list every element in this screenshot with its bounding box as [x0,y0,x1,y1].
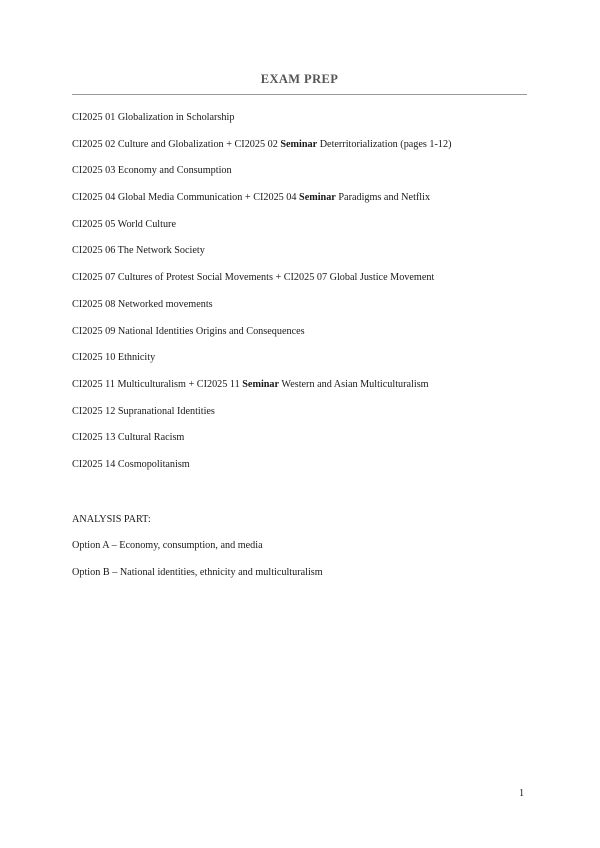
topic-item-02 [72,138,542,165]
topic-text: CI2025 11 Multiculturalism + [72,378,197,390]
topic-item-06 [72,244,542,271]
topic-text: CI2025 06 The Network Society [72,245,205,257]
topic-text: CI2025 09 National Identities Origins and Consequences [72,325,305,337]
topic-item-03 [72,164,542,191]
seminar-code: CI2025 04 [253,192,300,204]
seminar-title: Western and Asian Multiculturalism [279,378,429,390]
topic-text: CI2025 10 Ethnicity [72,352,156,364]
topic-item-14 [72,458,542,485]
analysis-options [72,539,323,592]
topic-item-04 [72,191,542,218]
page-number: 1 [519,788,525,799]
seminar-code: CI2025 11 [196,378,243,390]
seminar-title: Deterritorialization (pages 1-12) [317,138,452,150]
topic-item-10 [72,351,542,378]
topic-item-12 [72,405,542,432]
page-title: EXAM PREP [260,72,339,86]
seminar-title: Paradigms and Netflix [335,192,431,204]
topic-item-07 [72,271,542,298]
topic-text: CI2025 03 Economy and Consumption [72,165,232,177]
seminar-label: Seminar [299,192,336,204]
topic-text: CI2025 07 Cultures of Protest Social Movements + CI2025 07 Global Justice Movement [72,272,435,284]
topic-item-13 [72,431,542,458]
seminar-label: Seminar [280,138,318,150]
topic-text: CI2025 14 Cosmopolitanism [72,458,190,470]
seminar-code: CI2025 02 [234,138,281,150]
topic-text: CI2025 01 Globalization in Scholarship [72,112,235,123]
option-a: Option A – Economy, consumption, and media [72,540,263,551]
topic-text: CI2025 04 Global Media Communication + [72,192,254,204]
topic-list [72,111,542,485]
topic-text: CI2025 02 Culture and Globalization + [72,138,235,150]
topic-item-11 [72,378,542,405]
topic-text: CI2025 12 Supranational Identities [72,405,215,417]
analysis-heading: ANALYSIS PART: [72,514,151,525]
topic-text: CI2025 08 Networked movements [72,298,213,310]
topic-item-09 [72,325,542,352]
option-b: Option B – National identities, ethnicity and multiculturalism [72,566,323,578]
topic-text: CI2025 05 World Culture [72,218,176,230]
topic-item-01 [72,111,542,138]
topic-item-05 [72,218,542,245]
seminar-label: Seminar [242,378,280,390]
topic-text: CI2025 13 Cultural Racism [72,432,185,444]
topic-item-08 [72,298,542,325]
title-rule [72,94,527,95]
